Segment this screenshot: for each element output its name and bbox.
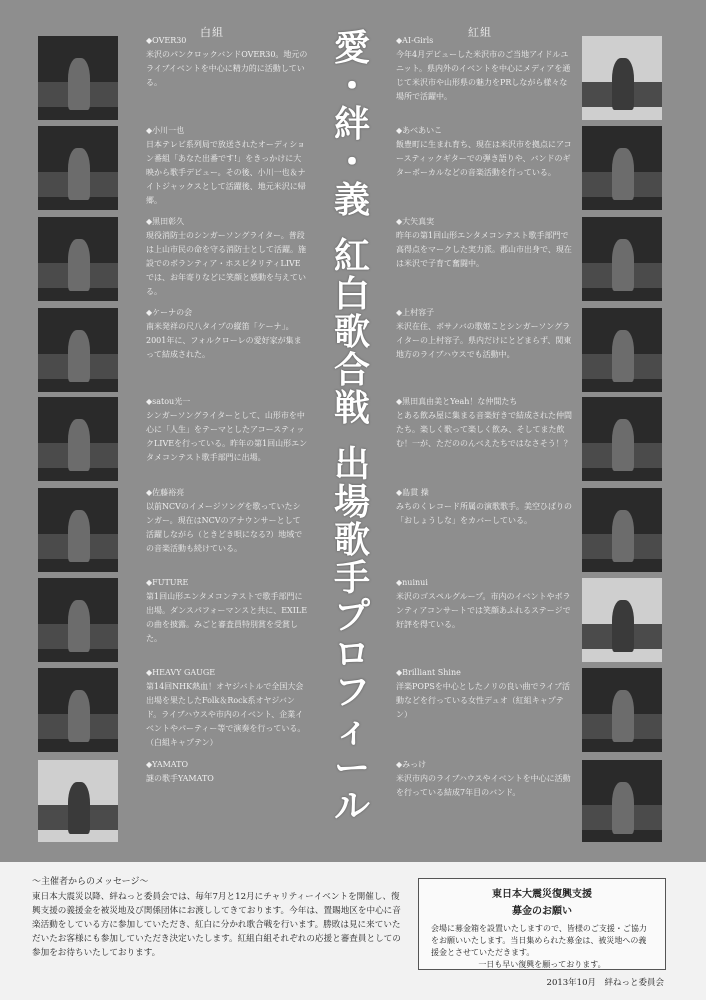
footer-date: 2013年10月 絆ねっと委員会 [546,978,664,988]
main-title [322,30,382,826]
title-char: 合 [333,350,370,391]
title-char: 歌 [333,520,370,561]
title-char: 愛 [333,28,370,69]
member-entry [146,486,308,556]
member-entry [396,215,572,271]
member-description: 第14回NHK熱血！オヤジバトルで全国大会出場を果たしたFolk＆Rock系オヤジバンド。ライブハウスや市内のイベント、企業イベントやパーティー等で演奏を行っている。（白組キャプテン） [146,682,306,747]
title-char: ・ [333,142,370,183]
member-description: 以前NCVのイメージソングを歌っていたシンガー。現在はNCVのアナウンサーとして活躍しながら（ときどき唄になる?）地域での音楽活動も続けている。 [146,502,303,553]
member-photo [38,308,118,392]
member-entry [396,486,572,528]
title-char: ィ [333,710,370,751]
member-description: 米沢のパンクロックバンドOVER30。地元のライブイベントを中心に精力的に活動している。 [146,50,308,87]
title-char: 戦 [333,388,370,429]
member-name: ◆AI-Girls [396,36,434,45]
donation-sign: 一日も早い復興を願っております。 [478,960,606,969]
member-name: ◆nuinui [396,578,428,587]
title-char: フ [333,672,370,713]
donation-title: 東日本大震災復興支援 [492,889,592,900]
member-entry [396,576,572,632]
member-name: ◆上村容子 [396,308,435,317]
member-entry [146,124,308,208]
member-entry [146,215,308,299]
member-photo [582,217,662,301]
member-entry [396,395,572,451]
member-description: 現役消防士のシンガーソングライター。普段は上山市民の命を守る消防士として活躍。施設でのボランティア・ホスピタリティLIVEでは、お年寄りなどに笑顔と感動を与えている。 [146,231,306,296]
message-heading: ～主催者からのメッセージ～ [32,877,149,887]
message-body: 東日本大震災以降、絆ねっと委員会では、毎年7月と12月にチャリティーイベントを開催し、復興支援の義援金を被災地及び関係団体にお渡ししてきております。今年は、置賜地区を中心に音楽活動をしている方に参加していただき、紅白に分かれ歌合戦を行います。勝敗は見に来ていただいたお客様にも参加していただき決定いたします。紅組白組それぞれの応援と審査員としての参加をお待ちいたしております。 [32,892,401,958]
member-photo [582,36,662,120]
member-entry [396,306,572,362]
title-char: 歌 [333,312,370,353]
member-description: 昨年の第1回山形エンタメコンテスト歌手部門で高得点をマークした実力派。郡山市出身で、現在は米沢で子育て奮闘中。 [396,231,572,268]
donation-subtitle: 募金のお願い [512,906,572,917]
member-description: 米沢在住、ボサノバの歌姫ことシンガーソングライターの上村容子。県内だけにとどまらず、関東地方のライブハウスでも活動中。 [396,322,572,359]
member-description: 洋楽POPSを中心としたノリの良い曲でライブ活動などを行っている女性デュオ（紅組キャプテン） [396,682,571,719]
title-char: ル [333,786,370,827]
red-team-header: 紅組 [468,26,492,39]
member-photo [582,308,662,392]
title-char: ー [333,748,370,789]
title-char: プ [333,596,370,637]
member-entry [396,758,572,800]
title-char: 場 [333,482,370,523]
member-description: 日本テレビ系列局で放送されたオーディション番組「あなた出番です!」をきっかけに大映から歌手デビュー。その後、小川一也＆ナイトジャックスとして活躍後、地元米沢に帰郷。 [146,140,306,205]
member-description: みちのくレコード所属の演歌歌手。美空ひばりの「おしょうしな」をカバーしている。 [396,502,572,525]
member-photo [582,126,662,210]
member-description: 飯豊町に生まれ育ち、現在は米沢市を拠点にアコースティックギターでの弾き語りや、バンドのギターボーカルなどの音楽活動を行っている。 [396,140,572,177]
title-char: 絆 [333,104,370,145]
member-photo [38,126,118,210]
member-name: ◆YAMATO [146,760,189,769]
member-entry [146,576,308,646]
member-name: ◆黒田真由美とYeah！な仲間たち [396,397,518,406]
member-photo [582,397,662,481]
title-char: 手 [333,558,370,599]
member-photo [582,488,662,572]
title-char: 紅 [333,236,370,277]
member-name: ◆FUTURE [146,578,189,587]
donation-box [418,878,666,970]
member-photo [582,578,662,662]
member-description: 南米発祥の尺八タイプの縦笛「ケーナ」。2001年に、フォルクローレの愛好家が集まって結成された。 [146,322,302,359]
member-photo [582,760,662,842]
member-photo [38,668,118,752]
member-entry [146,666,308,750]
title-char: 白 [333,274,370,315]
member-name: ◆島貫 操 [396,488,429,497]
member-photo [38,217,118,301]
member-description: 今年4月デビューした米沢市のご当地アイドルユニット。県内外のイベントを中心にメディアを通じて米沢市や山形県の魅力をPRしながら様々な場所で活躍中。 [396,50,571,101]
member-photo [38,36,118,120]
member-photo [38,488,118,572]
donation-body: 会場に募金箱を設置いたしますので、皆様のご支援・ご協力をお願いいたします。当日集められた募金は、被災地への義援金とさせていただきます。 [431,924,647,957]
member-description: 第1回山形エンタメコンテストで歌手部門に出場。ダンスパフォーマンスと共に、EXILEの曲を披露。みごと審査員特別賞を受賞した。 [146,592,308,643]
member-photo [38,760,118,842]
title-char: 出 [333,444,370,485]
member-name: ◆satou光一 [146,397,191,406]
member-name: ◆HEAVY GAUGE [146,668,216,677]
member-description: 米沢のゴスペルグループ。市内のイベントやボランティアコンサートでは笑顔あふれるステージで好評を得ている。 [396,592,571,629]
title-char: ロ [333,634,370,675]
member-photo [38,397,118,481]
member-entry [396,666,572,722]
member-entry [146,34,308,90]
member-photo [38,578,118,662]
member-photo [582,668,662,752]
white-team-header: 白組 [200,26,224,39]
member-name: ◆佐藤裕亮 [146,488,185,497]
member-name: ◆大矢真実 [396,217,435,226]
member-entry [146,395,308,465]
member-name: ◆みっけ [396,760,427,769]
member-name: ◆Brilliant Shine [396,668,461,677]
member-description: 謎の歌手YAMATO [146,774,214,783]
member-description: とある飲み屋に集まる音楽好きで結成された仲間たち。楽しく歌って楽しく飲み、そしてまた飲む！一が、ただののんべえたちではなさそう！？ [396,411,572,448]
member-name: ◆ケーナの会 [146,308,193,317]
member-description: 米沢市内のライブハウスやイベントを中心に活動を行っている結成7年目のバンド。 [396,774,571,797]
member-entry [146,758,308,786]
title-char: ・ [333,66,370,107]
member-name: ◆OVER30 [146,36,187,45]
member-name: ◆黒田彰久 [146,217,185,226]
title-char: 義 [333,180,370,221]
member-entry [396,34,572,104]
member-entry [396,124,572,180]
member-name: ◆あべあいこ [396,126,443,135]
member-entry [146,306,308,362]
member-name: ◆小川一也 [146,126,185,135]
member-description: シンガーソングライターとして、山形市を中心に「人生」をテーマとしたアコースティックLIVEを行っている。昨年の第1回山形エンタメコンテスト歌手部門に出場。 [146,411,308,462]
